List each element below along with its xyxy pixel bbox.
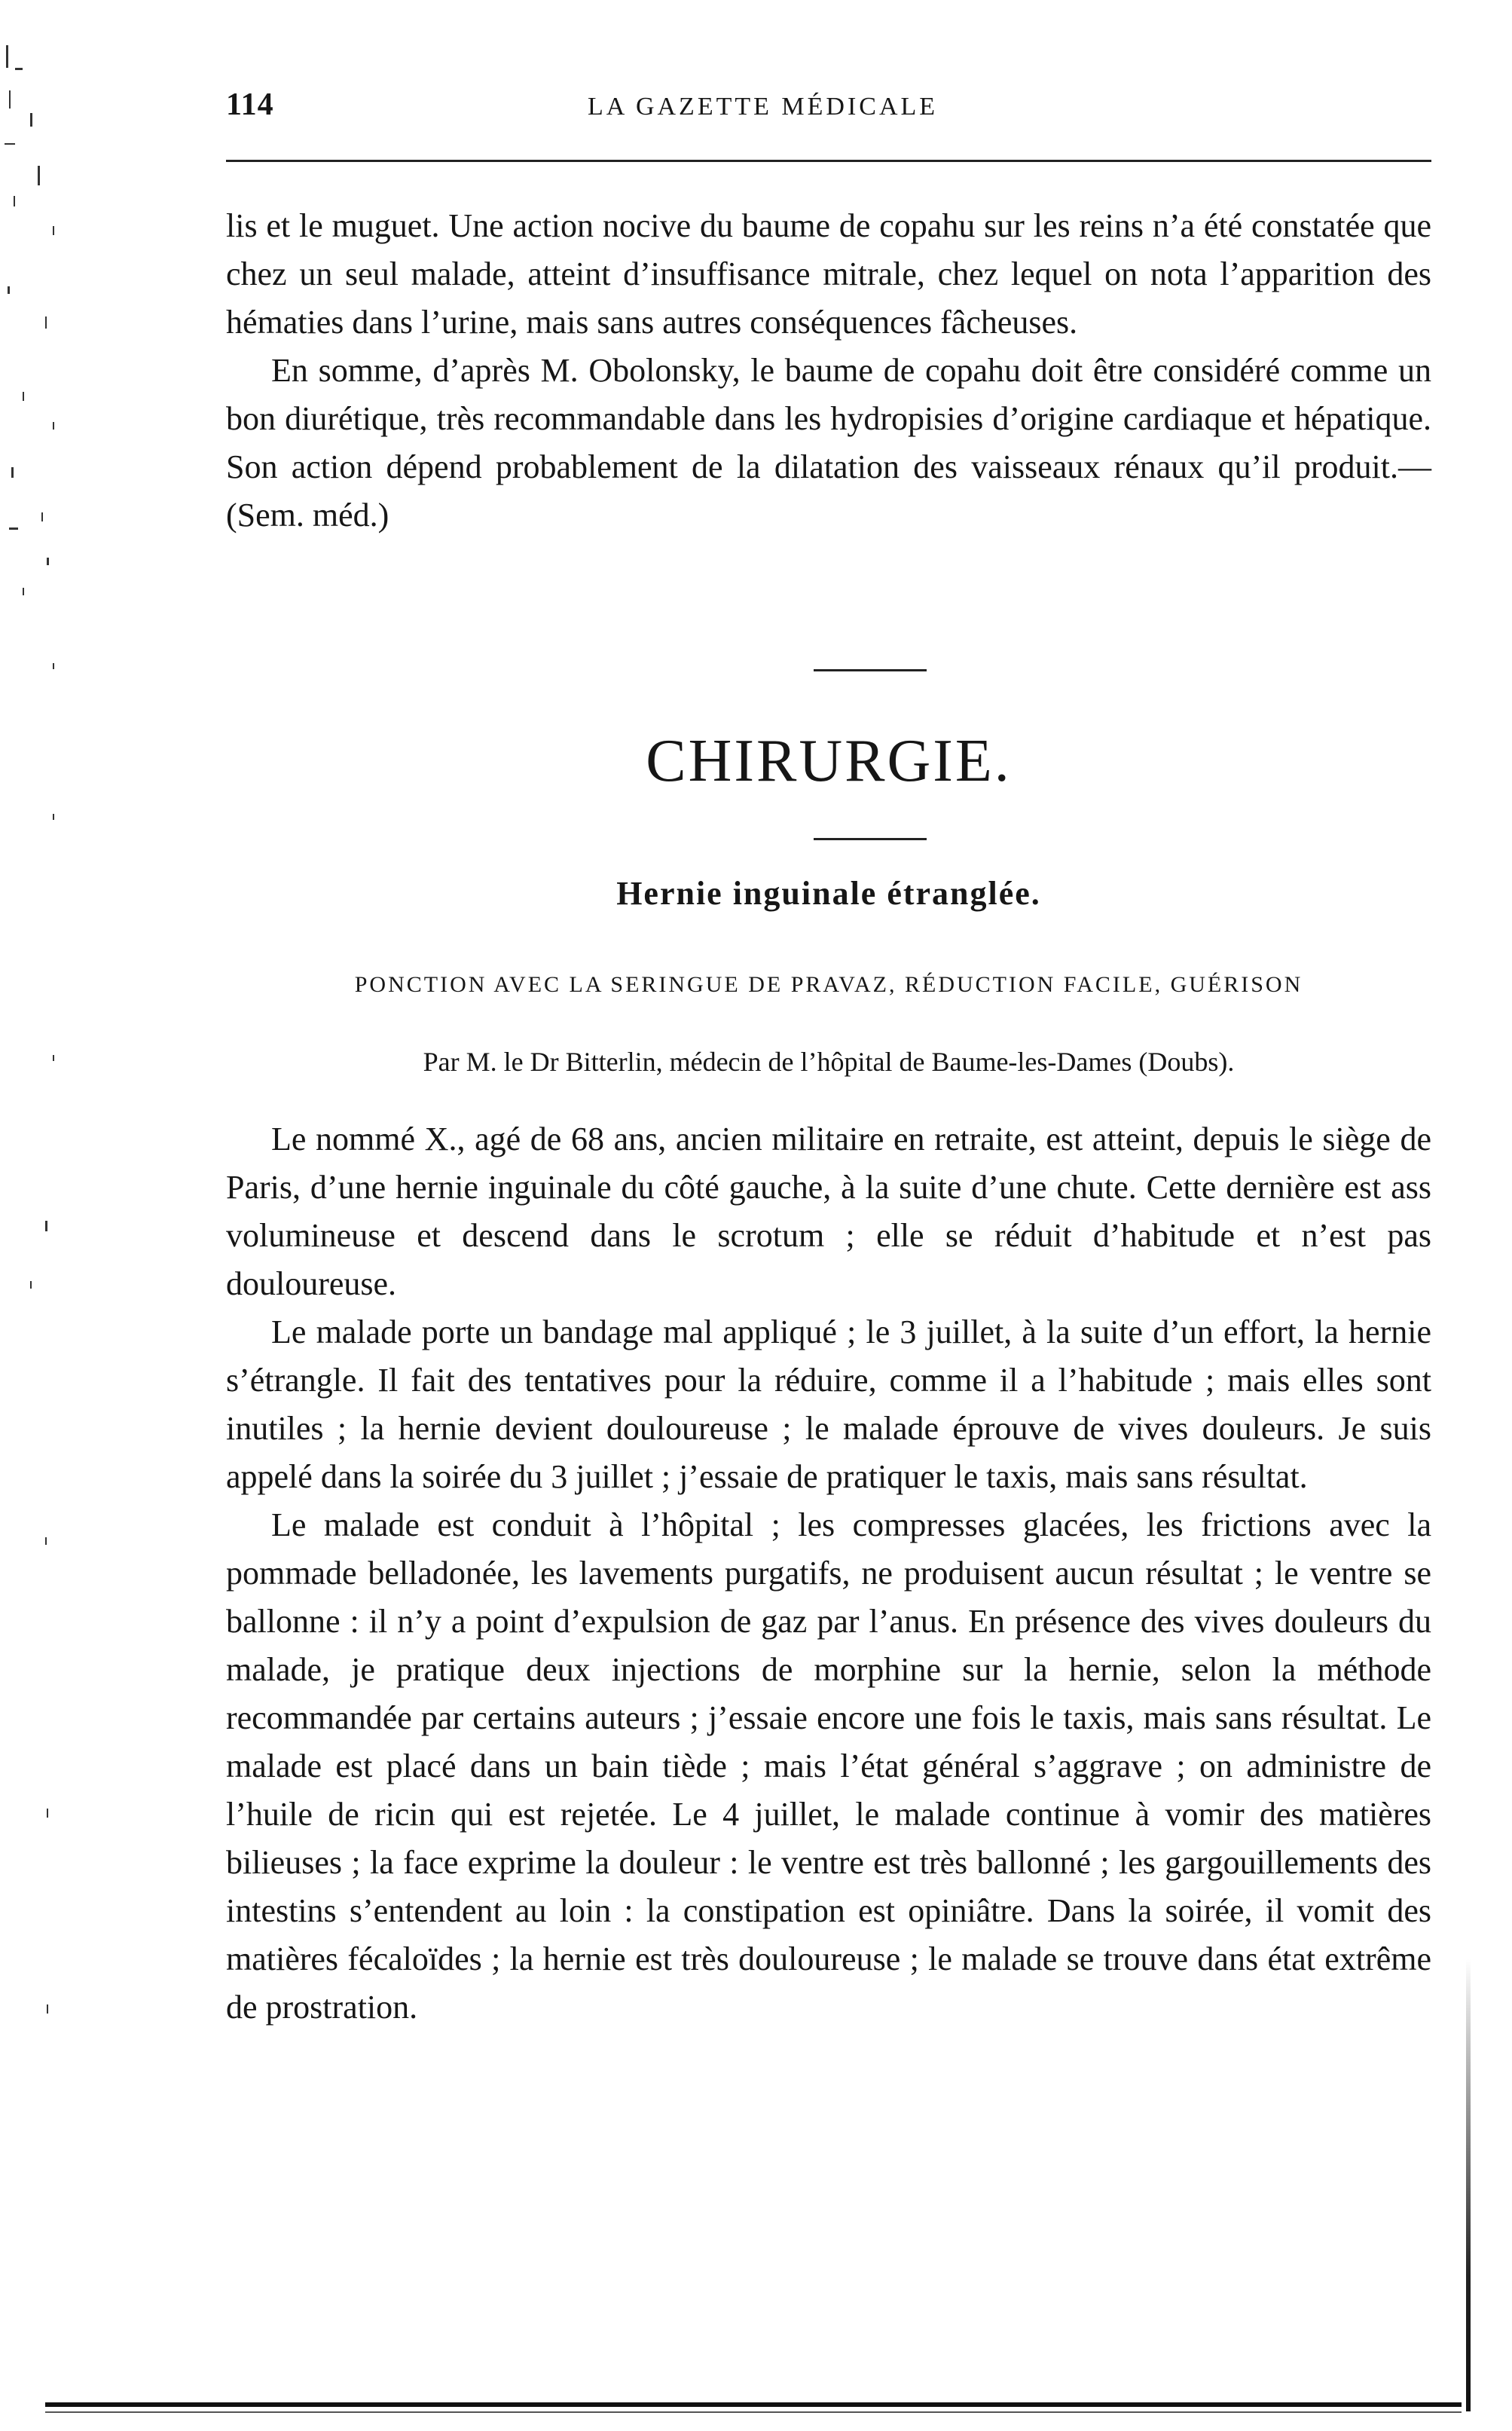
page-header <box>226 87 1431 132</box>
header-rule <box>226 160 1431 162</box>
scan-gutter-speckle <box>0 0 83 2035</box>
article-paragraph-3: Le malade est conduit à l’hôpital ; les compresses glacées, les frictions avec la pommade belladonée, les lavements purgatifs, ne produisent aucun résultat ; le ventre se ballonne : il n’y a point d’expulsion de gaz par l’anus. En présence des vives douleurs du malade, je pratique deux injections de morphine sur la hernie, selon la méthode recommandée par certains auteurs ; j’essaie encore une fois le taxis, mais sans résultat. Le malade est placé dans un bain tiède ; mais l’état général s’aggrave ; on administre de l’huile de ricin qui est rejetée. Le 4 juillet, le malade continue à vomir des matières bilieuses ; la face exprime la douleur : le ventre est très ballonné ; les gargouillements des intestins s’entendent au loin : la constipation est opiniâtre. Dans la soirée, il vomit des matières fécaloïdes ; la hernie est très douloureuse ; le malade se trouve dans état extrême de prostration. <box>226 1506 1431 2026</box>
section-rule-bottom <box>814 838 927 840</box>
section-title: CHIRURGIE. <box>646 728 1012 794</box>
article-paragraph-1: Le nommé X., agé de 68 ans, ancien militaire en retraite, est atteint, depuis le siège de Paris, d’une hernie inguinale du côté gauche, à la suite d’une chute. Cette dernière est ass volumineuse et descend dans le scrotum ; elle se réduit d’habitude et n’est pas douloureuse. <box>226 1121 1431 1302</box>
intro-text <box>226 202 1431 540</box>
article-body <box>226 1115 1431 2032</box>
page-edge-shadow-right <box>1466 1959 1471 2411</box>
page-number: 114 <box>226 87 274 122</box>
page-edge-line-bottom <box>45 2411 1462 2413</box>
intro-paragraph-2: En somme, d’après M. Obolonsky, le baume de copahu doit être considéré comme un bon diurétique, très recommandable dans les hydropisies d’origine cardiaque et hépatique. Son action dépend probablement de la dilatation des vaisseaux rénaux qu’il produit.—(Sem. méd.) <box>226 352 1431 534</box>
section-rule-top <box>814 669 927 671</box>
article-byline: Par M. le Dr Bitterlin, médecin de l’hôpital de Baume-les-Dames (Doubs). <box>423 1047 1235 1077</box>
article-subtitle: PONCTION AVEC LA SERINGUE DE PRAVAZ, RÉDUCTION FACILE, GUÉRISON <box>354 972 1303 997</box>
article-title: Hernie inguinale étranglée. <box>616 875 1041 912</box>
running-title: LA GAZETTE MÉDICALE <box>588 93 939 121</box>
page-edge-shadow-bottom <box>45 2402 1462 2407</box>
article-paragraph-2: Le malade porte un bandage mal appliqué ; le 3 juillet, à la suite d’un effort, la hernie s’étrangle. Il fait des tentatives pour la réduire, comme il a l’habitude ; mais elles sont inutiles ; la hernie devient douloureuse ; le malade éprouve de vives douleurs. Je suis appelé dans la soirée du 3 juillet ; j’essaie de pratiquer le taxis, mais sans résultat. <box>226 1313 1431 1495</box>
intro-paragraph-1: lis et le muguet. Une action nocive du baume de copahu sur les reins n’a été constatée que chez un seul malade, atteint d’insuffisance mitrale, chez lequel on nota l’apparition des hématies dans l’urine, mais sans autres conséquences fâcheuses. <box>226 207 1431 341</box>
